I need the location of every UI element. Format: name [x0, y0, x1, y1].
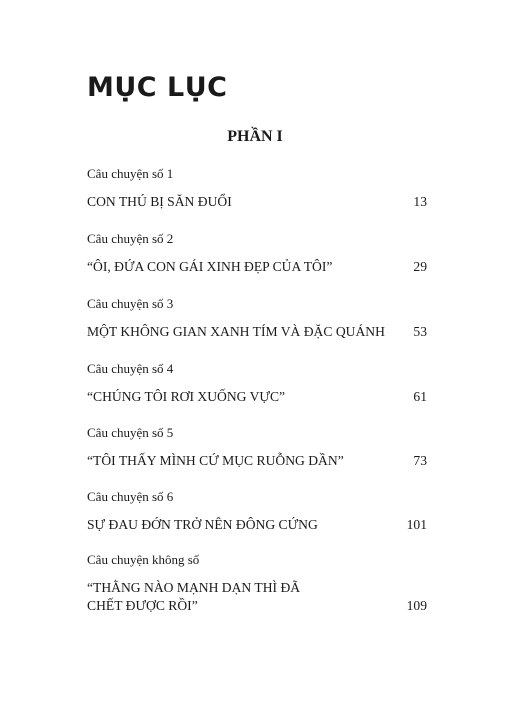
toc-entry[interactable] — [87, 231, 427, 274]
toc-entry[interactable] — [87, 425, 427, 468]
page-number: 101 — [406, 517, 427, 532]
toc-row[interactable] — [87, 579, 427, 615]
story-title[interactable]: “CHÚNG TÔI RƠI XUỐNG VỰC” — [87, 389, 286, 404]
story-title[interactable]: “ÔI, ĐỨA CON GÁI XINH ĐẸP CỦA TÔI” — [87, 259, 333, 274]
page-number: 29 — [413, 259, 427, 274]
story-label: Câu chuyện số 1 — [87, 166, 174, 181]
toc-entry[interactable] — [87, 489, 427, 532]
page-number: 73 — [413, 453, 427, 468]
toc-heading: MỤC LỤC — [87, 72, 228, 103]
story-label: Câu chuyện số 2 — [87, 231, 174, 246]
story-label: Câu chuyện không số — [87, 552, 200, 567]
page-number: 13 — [413, 194, 427, 209]
page-number: 61 — [413, 389, 427, 404]
story-title[interactable]: “THẰNG NÀO MẠNH DẠN THÌ ĐÃ CHẾT ĐƯỢC RỒI” — [87, 580, 301, 613]
story-title[interactable]: “TÔI THẤY MÌNH CỨ MỤC RUỖNG DẦN” — [87, 453, 344, 468]
toc-row[interactable] — [87, 258, 427, 276]
toc-row[interactable] — [87, 452, 427, 470]
toc-row[interactable] — [87, 388, 427, 406]
toc-entry[interactable] — [87, 296, 427, 339]
toc-entry[interactable] — [87, 361, 427, 404]
page-number: 53 — [413, 324, 427, 339]
toc-entry[interactable] — [87, 552, 427, 613]
story-label: Câu chuyện số 5 — [87, 425, 174, 440]
toc-row[interactable] — [87, 516, 427, 534]
toc-row[interactable] — [87, 323, 427, 341]
toc-row[interactable] — [87, 193, 427, 211]
story-label: Câu chuyện số 3 — [87, 296, 174, 311]
story-label: Câu chuyện số 6 — [87, 489, 174, 504]
story-label: Câu chuyện số 4 — [87, 361, 174, 376]
story-title[interactable]: MỘT KHÔNG GIAN XANH TÍM VÀ ĐẶC QUÁNH — [87, 324, 385, 339]
page-number: 109 — [406, 598, 427, 613]
part-title: PHẦN I — [227, 128, 283, 145]
story-title[interactable]: SỰ ĐAU ĐỚN TRỞ NÊN ĐÔNG CỨNG — [87, 517, 318, 532]
toc-entry[interactable] — [87, 166, 427, 209]
story-title[interactable]: CON THÚ BỊ SĂN ĐUỔI — [87, 194, 232, 209]
